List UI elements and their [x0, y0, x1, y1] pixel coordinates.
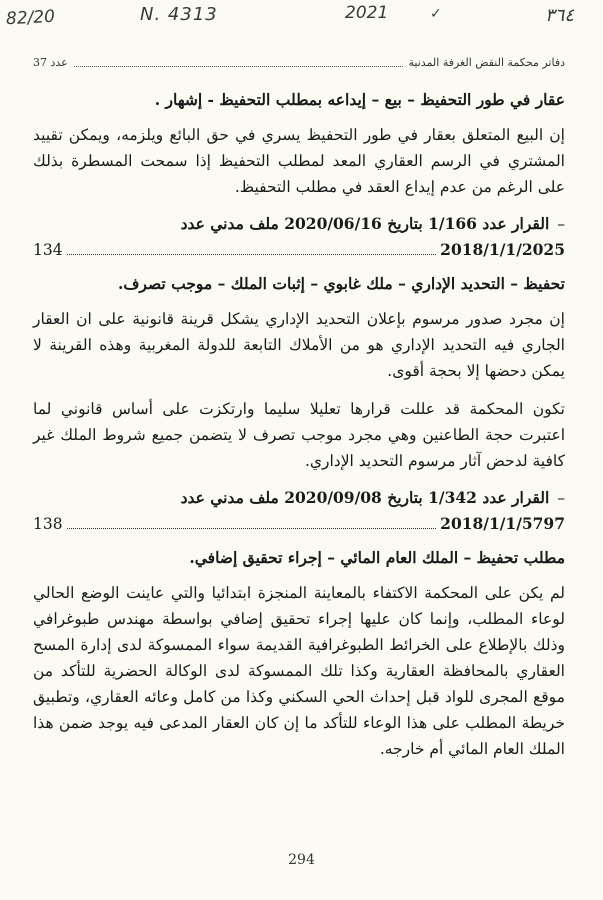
decision-reference-text: القرار عدد 1/342 بتاريخ 2020/09/08 ملف مدني عدد: [180, 488, 550, 507]
handwritten-note-left: 82/20: [5, 6, 56, 30]
header-dots: [74, 57, 403, 67]
page-number: 294: [288, 852, 315, 868]
leader-dots: [67, 528, 437, 529]
page-reference: 138: [33, 515, 63, 533]
file-number: 2018/1/1/5797: [440, 514, 565, 533]
header-issue: عدد 37: [33, 55, 68, 69]
running-header: [33, 52, 565, 72]
page-reference: 134: [33, 241, 63, 259]
section-paragraph: إن مجرد صدور مرسوم بإعلان التحديد الإداري يشكل قرينة قانونية على ان العقار الجاري فيه التحديد الإداري هو من الأملاك التابعة للدولة المغربية وهذه القرينة لا يمكن دحضها إلا بحجة أقوى.: [33, 310, 565, 380]
leader-dots: [67, 254, 437, 255]
section-paragraph: إن البيع المتعلق بعقار في طور التحفيظ يسري في حق البائع ويلزمه، ويمكن تقييد المشتري في الرسم العقاري المعد لمطلب التحفيظ إذا سمحت المسطرة بذلك على الرغم من عدم إيداع العقد في مطلب التحفيظ.: [33, 126, 565, 196]
section-paragraph: لم يكن على المحكمة الاكتفاء بالمعاينة المنجزة ابتدائيا والتي عاينت الوضع الحالي لوعاء المطلب، وإنما كان عليها إجراء تحقيق إضافي بواسطة مهندس طبوغرافي وذلك بالإطلاع على الخرائط الطبوغرافية القديمة سواء الممسوكة لدى إدارة المسح العقاري بالمحافظة العقارية وكذا تلك الممسوكة لدى الوكالة الحضرية للتأكد من موقع المجرى للواد قبل إحداث الحي السكني وكذا من كامل وعائه العقاري، وتطبيق خريطة المطلب على هذا الوعاء للتأكد ما إن كان العقار المدعى فيه يوجد ضمن هذا الملك العام المائي أم خارجه.: [33, 584, 565, 758]
page-content: [33, 88, 565, 774]
decision-reference: –القرار عدد 1/342 بتاريخ 2020/09/08 ملف مدني عدد: [180, 488, 565, 507]
section-paragraph: تكون المحكمة قد عللت قرارها تعليلا سليما وارتكزت على أساس قانوني لما اعتبرت حجة الطاعنين وهي مجرد موجب تصرف لا يتضمن جميع شروط الملك غير كافية لدحض آثار مرسوم التحديد الإداري.: [33, 400, 565, 470]
decision-reference: –القرار عدد 1/166 بتاريخ 2020/06/16 ملف مدني عدد: [180, 214, 565, 233]
decision-reference-text: القرار عدد 1/166 بتاريخ 2020/06/16 ملف مدني عدد: [180, 214, 550, 233]
decision-file-line: [33, 240, 565, 260]
handwritten-tick: ✓: [430, 6, 442, 22]
section-heading: مطلب تحفيظ – الملك العام المائي – إجراء تحقيق إضافي.: [189, 548, 565, 567]
section-heading: عقار في طور التحفيظ – بيع – إيداعه بمطلب التحفيظ - إشهار .: [154, 90, 565, 109]
file-number: 2018/1/1/2025: [440, 240, 565, 259]
section-heading: تحفيظ – التحديد الإداري – ملك غابوي – إثبات الملك – موجب تصرف.: [117, 274, 565, 293]
header-title: دفاتر محكمة النقض الغرفة المدنية: [408, 55, 565, 69]
handwritten-year: 2021: [345, 3, 389, 23]
handwritten-note-right: ٣٦٤: [545, 5, 575, 26]
handwritten-note-center: N. 4313: [140, 4, 218, 25]
decision-file-line: [33, 514, 565, 534]
